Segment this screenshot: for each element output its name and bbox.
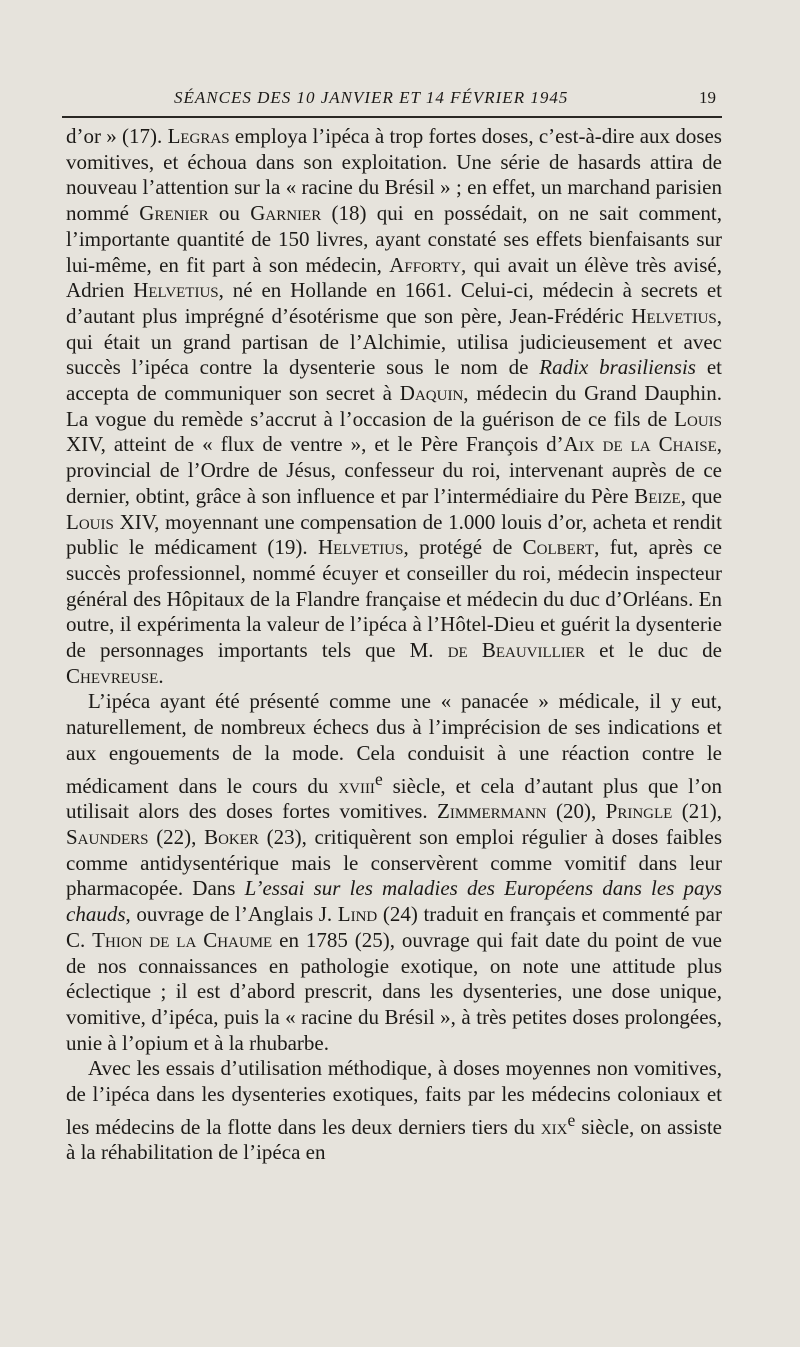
name-smallcaps: Afforty xyxy=(389,252,461,277)
name-smallcaps: Beize xyxy=(634,483,681,508)
text-run: d’or » (17). xyxy=(66,124,168,148)
text-run: XIV, moyennant une compensation de 1.000 louis d’or, acheta et rendit public le médicament (19). xyxy=(66,509,722,560)
name-smallcaps: Pringle xyxy=(605,799,673,824)
text-run: , que xyxy=(680,483,722,508)
text-run: , médecin du Grand Dauphin. La vogue du remède s’accrut à l’occasion de la guérison de ce fils de xyxy=(66,381,722,431)
text-run: XIV, atteint de « flux de ventre », et le Père François d’ xyxy=(66,432,564,457)
text-run: et le duc de xyxy=(584,638,722,663)
text-run: (18) qui en possédait, on ne sait comment, l’importante quantité de 150 livres, ayant constaté ses effets bienfaisants sur lui-même, en fit part à son médecin, xyxy=(66,201,722,277)
text-run: (20), xyxy=(546,799,606,824)
text-run: , qui avait un élève très avisé, Adrien xyxy=(66,252,722,303)
name-smallcaps: Helvetius xyxy=(631,303,717,328)
italic-text: L’essai sur les maladies des Européens dans les pays chauds xyxy=(66,876,722,927)
text-run: (24) traduit en français et commenté par C. xyxy=(66,902,722,952)
name-smallcaps: Chevreuse xyxy=(66,663,159,688)
text-run: siècle, on assiste à la réhabilitation de l’ipéca en xyxy=(66,1114,722,1165)
superscript: e xyxy=(374,768,383,789)
superscript: e xyxy=(567,1109,576,1130)
text-run: siècle, et cela d’autant plus que l’on utilisait alors des doses fortes vomitives. xyxy=(66,773,722,824)
paragraph-3 xyxy=(66,1056,722,1166)
page-header xyxy=(62,82,722,118)
name-smallcaps: Saunders xyxy=(66,824,149,849)
name-smallcaps: Helvetius xyxy=(133,278,219,303)
name-smallcaps: Daquin xyxy=(399,381,464,406)
name-smallcaps: Aix de la Chaise xyxy=(563,432,717,457)
running-title: SÉANCES DES 10 JANVIER ET 14 FÉVRIER 1945 xyxy=(174,88,569,107)
body-text xyxy=(66,124,722,1166)
text-run: (21), xyxy=(672,799,722,824)
text-run: L’ipéca ayant été présenté comme une « panacée » médicale, il y eut, naturellement, de nombreux échecs dus à l’imprécision de ses indications et aux engouements de la mode. Cela conduisit à une réaction contre le médicament dans le cours du xyxy=(66,689,722,798)
italic-text: Radix brasiliensis xyxy=(539,355,696,380)
text-run: . xyxy=(158,663,164,688)
name-smallcaps: Louis xyxy=(674,406,722,431)
text-run: , ouvrage de l’Anglais J. xyxy=(125,902,338,927)
paragraph-2 xyxy=(66,689,722,1056)
name-smallcaps: Boker xyxy=(204,824,259,849)
name-smallcaps: Legras xyxy=(167,124,230,148)
text-run: (23), critiquèrent son emploi régulier à doses faibles comme antidysentérique mais le conservèrent comme vomitif dans leur pharmacopée. Dans xyxy=(66,824,722,901)
name-smallcaps: Lind xyxy=(337,902,378,927)
text-run: , fut, après ce succès professionnel, nommé écuyer et conseiller du roi, médecin inspecteur général des Hôpitaux de la Flandre française et médecin du duc d’Orléans. En outre, il expérimenta la valeur de l’ipéca à l’Hôtel-Dieu et guérit la dysenterie de personnages importants tels que M. xyxy=(66,535,722,663)
name-smallcaps: Zimmermann xyxy=(437,799,547,824)
name-smallcaps: Grenier xyxy=(139,201,209,226)
text-run: ou xyxy=(208,201,251,226)
text-run: Avec les essais d’utilisation méthodique, à doses moyennes non vomitives, de l’ipéca dans les dysenteries exotiques, faits par les médecins coloniaux et les médecins de la flotte dans les deux derniers tiers du xyxy=(66,1056,722,1139)
name-smallcaps: Helvetius xyxy=(318,535,404,560)
name-smallcaps: Thion de la Chaume xyxy=(92,927,273,952)
page-number: 19 xyxy=(699,88,716,107)
paragraph-1 xyxy=(66,124,722,689)
text-run: en 1785 (25), ouvrage qui fait date du point de vue de nos connaissances en pathologie exotique, on note une attitude plus éclectique ; il est d’abord prescrit, dans les dysenteries, une dose unique, vomitive, d’ipéca, puis la « racine du Brésil », à très petites doses prolongées, unie à l’opium et à la rhubarbe. xyxy=(66,927,722,1055)
text-run: , provincial de l’Ordre de Jésus, confesseur du roi, intervenant auprès de ce dernier, obtint, grâce à son influence et par l’intermédiaire du Père xyxy=(66,432,722,508)
name-smallcaps: xix xyxy=(540,1114,568,1139)
name-smallcaps: Garnier xyxy=(250,201,322,226)
text-run: , né en Hollande en 1661. Celui-ci, médecin à secrets et d’autant plus imprégné d’ésotérisme que son père, Jean-Frédéric xyxy=(66,278,722,328)
text-run: , protégé de xyxy=(403,535,523,560)
name-smallcaps: de Beauvillier xyxy=(447,638,585,663)
name-smallcaps: Colbert xyxy=(522,535,595,560)
name-smallcaps: xviii xyxy=(338,773,375,798)
name-smallcaps: Louis xyxy=(66,509,114,534)
text-run: , qui était un grand partisan de l’Alchimie, utilisa judicieusement et avec succès l’ipéca contre la dysenterie sous le nom de xyxy=(66,303,722,380)
text-run: employa l’ipéca à trop fortes doses, c’est-à-dire aux doses vomitives, et échoua dans son exploitation. Une série de hasards attira de nouveau l’attention sur la « racine du Brésil » ; en effet, un marchand parisien nommé xyxy=(66,124,722,226)
text-run: (22), xyxy=(148,824,205,849)
text-run: et accepta de communiquer son secret à xyxy=(66,355,723,406)
